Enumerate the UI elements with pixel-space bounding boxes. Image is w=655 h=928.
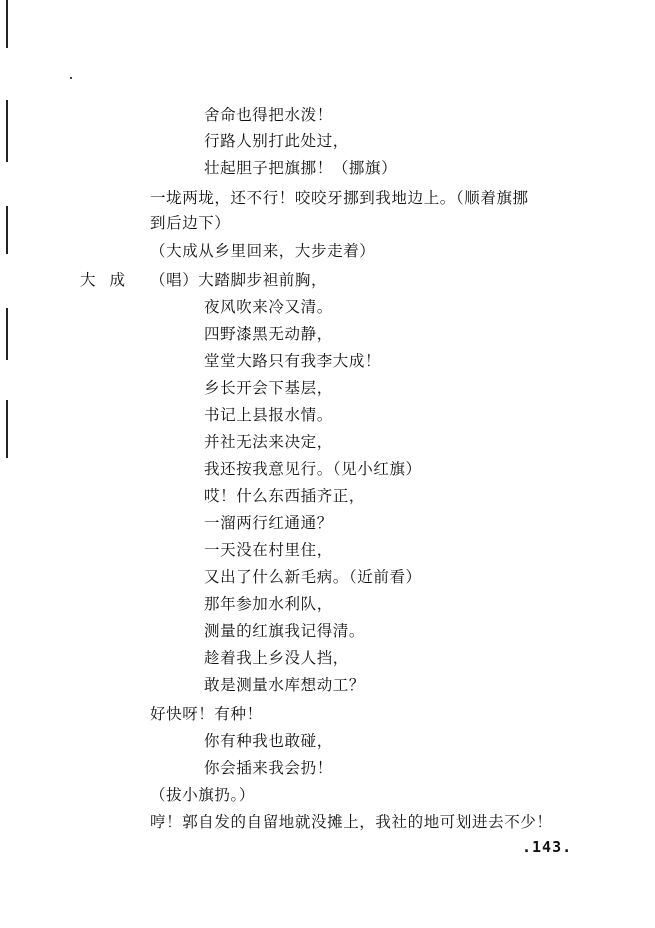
scan-edge-mark: [6, 206, 8, 254]
text-line: 你会插来我会扔！: [204, 759, 333, 777]
text-line: 堂堂大路只有我李大成！: [204, 352, 382, 370]
scan-speck: [70, 77, 72, 79]
text-line: 又出了什么新毛病。（近前看）: [204, 568, 422, 586]
text-line: 到后边下）: [150, 214, 231, 232]
scan-edge-mark: [6, 308, 8, 360]
text-line: 乡长开会下基层，: [204, 379, 333, 397]
text-line: 好快呀！有种！: [150, 705, 263, 723]
scan-edge-mark: [6, 0, 8, 48]
text-line: 测量的红旗我记得清。: [204, 622, 366, 640]
text-line: 我还按我意见行。（见小红旗）: [204, 460, 422, 478]
text-line: 趁着我上乡没人挡，: [204, 649, 349, 667]
text-line: 行路人别打此处过，: [204, 132, 349, 150]
text-line: 一垅两垅，还不行！咬咬牙挪到我地边上。（顺着旗挪: [150, 189, 529, 207]
speaker-name: 大成: [80, 271, 140, 289]
stage-direction: （大成从乡里回来，大步走着）: [150, 242, 376, 260]
text-line: 哎！什么东西插齐正，: [204, 487, 366, 505]
text-line: 壮起胆子把旗挪！（挪旗）: [204, 159, 398, 177]
text-line: 一天没在村里住，: [204, 541, 333, 559]
scan-edge-mark: [6, 100, 8, 162]
text-line: 那年参加水利队，: [204, 595, 333, 613]
text-line: 四野漆黑无动静，: [204, 325, 333, 343]
scan-edge-mark: [6, 400, 8, 458]
text-line: 敢是测量水库想动工？: [204, 676, 366, 694]
text-line: 哼！郭自发的自留地就没摊上，我社的地可划进去不少！: [150, 813, 553, 831]
text-line: 书记上县报水情。: [204, 406, 333, 424]
stage-direction: （拔小旗扔。）: [150, 786, 255, 804]
text-line: 并社无法来决定，: [204, 433, 333, 451]
text-line: 你有种我也敢碰，: [204, 732, 333, 750]
text-line: （唱）大踏脚步袒前胸，: [150, 271, 328, 289]
page-number: .143.: [522, 838, 573, 856]
text-line: 夜风吹来冷又清。: [204, 298, 333, 316]
text-line: 一溜两行红通通？: [204, 514, 333, 532]
text-line: 舍命也得把水泼！: [204, 106, 333, 124]
